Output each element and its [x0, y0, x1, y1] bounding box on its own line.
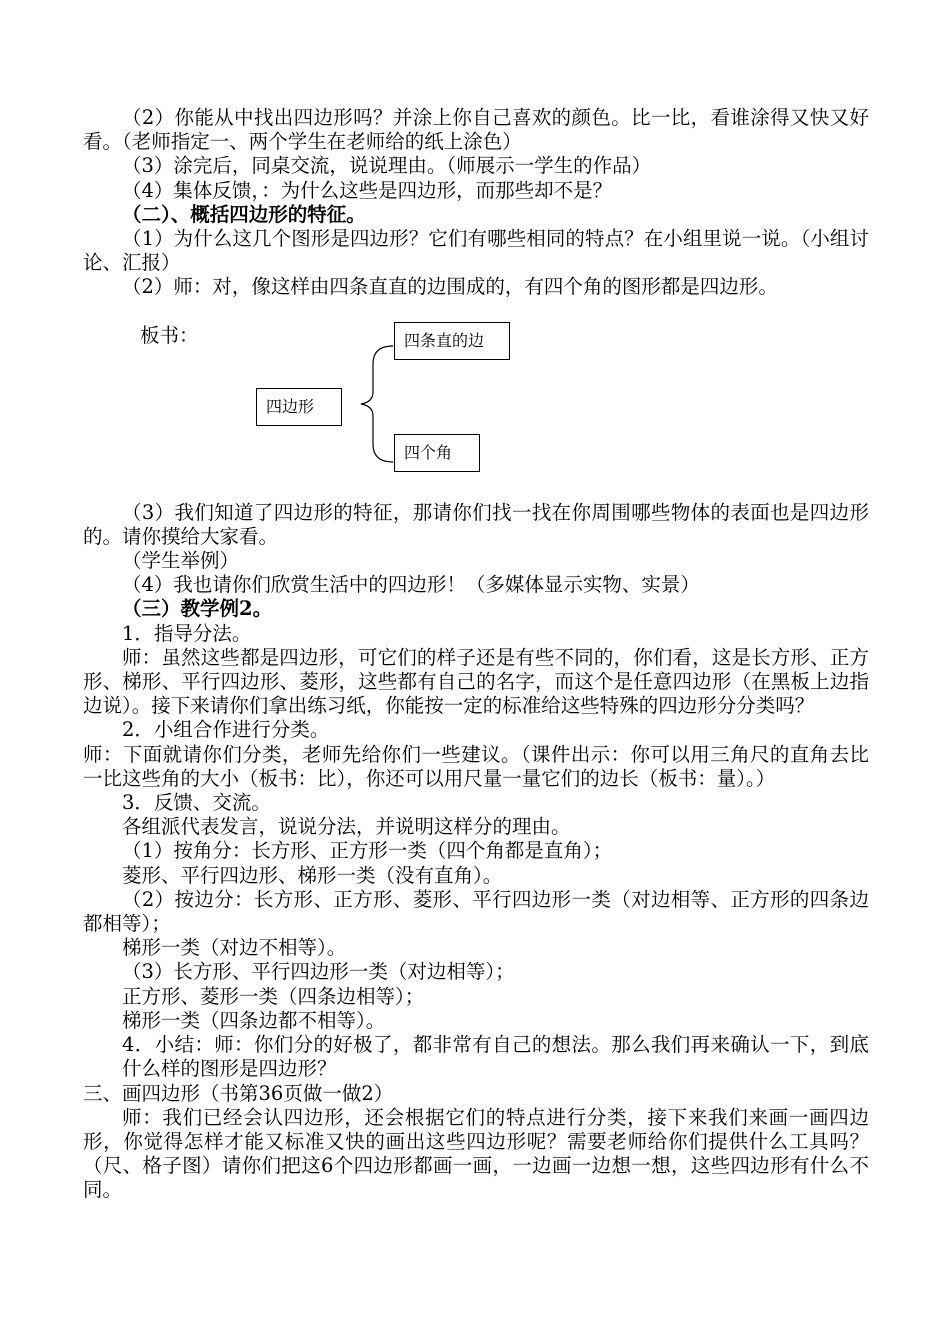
paragraph: （2）按边分：长方形、正方形、菱形、平行四边形一类（对边相等、正方形的四条边都相等）； [83, 887, 869, 936]
board-bottom-text: 四个角 [404, 442, 453, 462]
paragraph: 师：虽然这些都是四边形，可它们的样子还是有些不同的，你们看，这是长方形、正方形、梯形、平行四边形、菱形，这些都有自己的名字，而这个是任意四边形（在黑板上边指边说）。接下来请你们拿出练习纸，你能按一定的标准给这些特殊的四边形分分类吗？ [83, 645, 869, 718]
paragraph: 梯形一类（四条边都不相等）。 [122, 1008, 386, 1032]
board-top-text: 四条直的边 [404, 330, 485, 350]
paragraph: 1．指导分法。 [122, 621, 252, 645]
board-diagram [83, 304, 869, 469]
paragraph: （2）师：对，像这样由四条直直的边围成的，有四个角的图形都是四边形。 [122, 275, 778, 299]
paragraph: 3．反馈、交流。 [122, 791, 271, 815]
paragraph: （3）长方形、平行四边形一类（对边相等）； [122, 960, 515, 984]
paragraph: （2）你能从中找出四边形吗？并涂上你自己喜欢的颜色。比一比，看谁涂得又快又好看。（老师指定一、两个学生在老师给的纸上涂色） [83, 106, 869, 154]
paragraph [83, 227, 869, 275]
paragraph-text: 4．小结：师：你们分的好极了，都非常有自己的想法。那么我们再来确认一下，到底什么样的图形是四边形？ [122, 1033, 869, 1081]
board-top-box [394, 322, 510, 360]
paragraph: （学生举例） [122, 549, 240, 573]
board-bottom-box [394, 434, 480, 472]
document-body [83, 106, 869, 1203]
board-label: 板书： [140, 323, 199, 347]
paragraph: （4）我也请你们欣赏生活中的四边形！（多媒体显示实物、实景） [122, 573, 700, 597]
paragraph: （4）集体反馈，：为什么这些是四边形，而那些却不是？ [122, 178, 613, 202]
paragraph: 菱形、平行四边形、梯形一类（没有直角）。 [122, 863, 503, 887]
section-heading: （三）教学例2。 [122, 597, 273, 621]
paragraph-text: （1）为什么这几个图形是四边形？它们有哪些相同的特点？在小组里说一说。（小组讨论、汇报） [83, 227, 869, 275]
paragraph [83, 1033, 869, 1081]
paragraph: （1）按角分：长方形、正方形一类（四个角都是直角）； [122, 839, 613, 863]
paragraph: （3）我们知道了四边形的特征，那请你们找一找在你周围哪些物体的表面也是四边形的。请你摸给大家看。 [83, 500, 869, 548]
paragraph: 师：我们已经会认四边形，还会根据它们的特点进行分类，接下来我们来画一画四边形，你觉得怎样才能又标准又快的画出这些四边形呢？需要老师给你们提供什么工具吗？（尺、格子图）请你们把这6个四边形都画一画，一边画一边想一想，这些四边形有什么不同。 [83, 1105, 869, 1202]
paragraph: 师：下面就请你们分类，老师先给你们一些建议。（课件出示：你可以用三角尺的直角去比一比这些角的大小（板书：比），你还可以用尺量一量它们的边长（板书：量）。） [83, 742, 869, 790]
paragraph: 正方形、菱形一类（四条边相等）； [122, 984, 425, 1008]
board-main-box [256, 388, 342, 426]
paragraph: 各组派代表发言，说说分法，并说明这样分的理由。 [122, 815, 571, 839]
paragraph: 梯形一类（对边不相等）。 [122, 936, 347, 960]
section-heading: （二）、概括四边形的特征。 [122, 202, 366, 226]
paragraph: （3）涂完后，同桌交流，说说理由。（师展示一学生的作品） [122, 154, 652, 178]
section-heading: 三、画四边形（书第36页做一做2） [83, 1081, 394, 1105]
board-main-text: 四边形 [266, 396, 315, 416]
paragraph: 2．小组合作进行分类。 [122, 718, 330, 742]
